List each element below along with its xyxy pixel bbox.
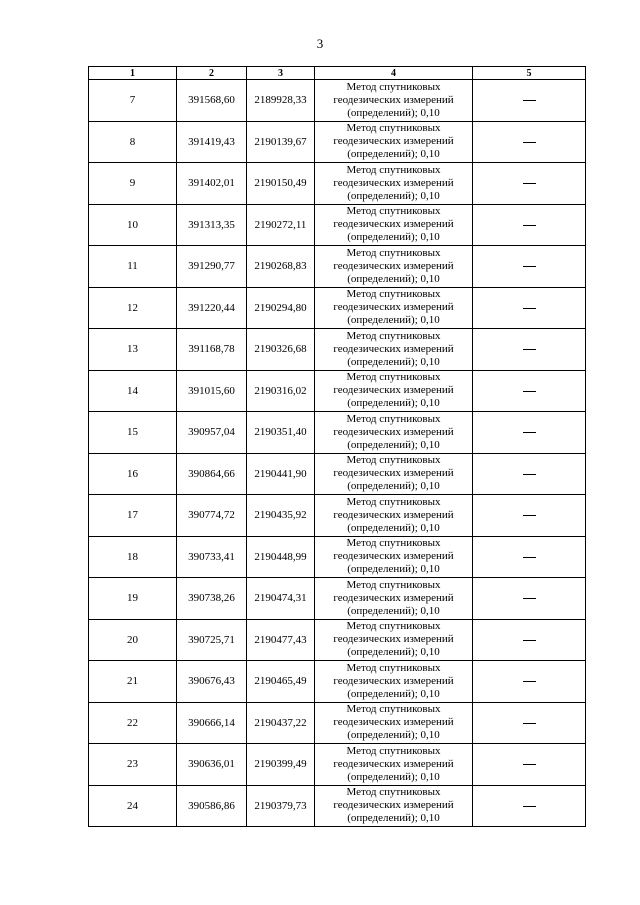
header-col-3: 3 xyxy=(247,67,315,80)
method-line: геодезических измерений xyxy=(333,425,454,438)
table-row xyxy=(89,370,586,412)
method-line: Метод спутниковых xyxy=(346,578,441,591)
method-line: геодезических измерений xyxy=(333,384,454,397)
method-cell xyxy=(315,163,473,205)
coordinate-y: 2190379,73 xyxy=(247,785,315,827)
coordinate-y: 2190150,49 xyxy=(247,163,315,205)
note-cell xyxy=(473,702,586,744)
method-line: геодезических измерений xyxy=(333,757,454,770)
note-cell xyxy=(473,329,586,371)
point-number: 10 xyxy=(89,204,177,246)
method-cell xyxy=(315,412,473,454)
table-row xyxy=(89,453,586,495)
coordinate-x: 390725,71 xyxy=(177,619,247,661)
coordinates-table xyxy=(88,66,586,827)
coordinate-y: 2189928,33 xyxy=(247,80,315,122)
note-cell xyxy=(473,495,586,537)
header-col-2: 2 xyxy=(177,67,247,80)
note-cell xyxy=(473,204,586,246)
point-number: 8 xyxy=(89,121,177,163)
coordinate-x: 390586,86 xyxy=(177,785,247,827)
point-number: 22 xyxy=(89,702,177,744)
table-row xyxy=(89,121,586,163)
coordinate-y: 2190326,68 xyxy=(247,329,315,371)
coordinate-y: 2190435,92 xyxy=(247,495,315,537)
method-cell xyxy=(315,495,473,537)
header-col-4: 4 xyxy=(315,67,473,80)
table-row xyxy=(89,412,586,454)
coordinate-x: 391168,78 xyxy=(177,329,247,371)
coordinate-x: 391313,35 xyxy=(177,204,247,246)
method-line: геодезических измерений xyxy=(333,259,454,272)
method-line: Метод спутниковых xyxy=(346,495,441,508)
point-number: 7 xyxy=(89,80,177,122)
dash-mark xyxy=(523,349,536,350)
dash-mark xyxy=(523,806,536,807)
method-line: Метод спутниковых xyxy=(346,371,441,384)
header-col-1: 1 xyxy=(89,67,177,80)
dash-mark xyxy=(523,557,536,558)
note-cell xyxy=(473,246,586,288)
method-cell xyxy=(315,80,473,122)
note-cell xyxy=(473,619,586,661)
dash-mark xyxy=(523,391,536,392)
method-line: Метод спутниковых xyxy=(346,80,441,93)
coordinate-y: 2190477,43 xyxy=(247,619,315,661)
point-number: 23 xyxy=(89,744,177,786)
point-number: 18 xyxy=(89,536,177,578)
point-number: 16 xyxy=(89,453,177,495)
method-line: Метод спутниковых xyxy=(346,454,441,467)
coordinate-x: 391220,44 xyxy=(177,287,247,329)
table-body xyxy=(89,80,586,827)
method-line: Метод спутниковых xyxy=(346,620,441,633)
coordinate-y: 2190294,80 xyxy=(247,287,315,329)
coordinate-x: 390666,14 xyxy=(177,702,247,744)
coordinate-x: 390957,04 xyxy=(177,412,247,454)
method-line: (определений); 0,10 xyxy=(347,189,440,202)
note-cell xyxy=(473,412,586,454)
coordinate-y: 2190399,49 xyxy=(247,744,315,786)
dash-mark xyxy=(523,640,536,641)
table-row xyxy=(89,204,586,246)
note-cell xyxy=(473,744,586,786)
method-cell xyxy=(315,287,473,329)
dash-mark xyxy=(523,266,536,267)
dash-mark xyxy=(523,225,536,226)
method-line: (определений); 0,10 xyxy=(347,272,440,285)
point-number: 21 xyxy=(89,661,177,703)
method-cell xyxy=(315,619,473,661)
method-line: геодезических измерений xyxy=(333,467,454,480)
note-cell xyxy=(473,785,586,827)
method-line: Метод спутниковых xyxy=(346,744,441,757)
page-number: 3 xyxy=(316,36,324,51)
coordinate-x: 390733,41 xyxy=(177,536,247,578)
point-number: 15 xyxy=(89,412,177,454)
point-number: 20 xyxy=(89,619,177,661)
table-row xyxy=(89,578,586,620)
dash-mark xyxy=(523,308,536,309)
method-line: (определений); 0,10 xyxy=(347,729,440,742)
method-line: геодезических измерений xyxy=(333,218,454,231)
coordinate-x: 391015,60 xyxy=(177,370,247,412)
method-line: Метод спутниковых xyxy=(346,288,441,301)
method-line: геодезических измерений xyxy=(333,93,454,106)
method-cell xyxy=(315,370,473,412)
note-cell xyxy=(473,163,586,205)
coordinate-y: 2190441,90 xyxy=(247,453,315,495)
table-row xyxy=(89,785,586,827)
coordinate-x: 390676,43 xyxy=(177,661,247,703)
method-line: геодезических измерений xyxy=(333,674,454,687)
point-number: 13 xyxy=(89,329,177,371)
coordinate-x: 391402,01 xyxy=(177,163,247,205)
header-col-5: 5 xyxy=(473,67,586,80)
method-line: (определений); 0,10 xyxy=(347,563,440,576)
coordinate-y: 2190272,11 xyxy=(247,204,315,246)
method-line: (определений); 0,10 xyxy=(347,231,440,244)
table-header-row xyxy=(89,67,586,80)
method-line: геодезических измерений xyxy=(333,176,454,189)
method-cell xyxy=(315,578,473,620)
note-cell xyxy=(473,287,586,329)
method-line: Метод спутниковых xyxy=(346,163,441,176)
method-line: геодезических измерений xyxy=(333,135,454,148)
method-line: Метод спутниковых xyxy=(346,537,441,550)
dash-mark xyxy=(523,515,536,516)
method-line: (определений); 0,10 xyxy=(347,521,440,534)
table-row xyxy=(89,163,586,205)
table-row xyxy=(89,246,586,288)
coordinate-x: 390738,26 xyxy=(177,578,247,620)
coordinate-y: 2190437,22 xyxy=(247,702,315,744)
point-number: 9 xyxy=(89,163,177,205)
coordinate-x: 390774,72 xyxy=(177,495,247,537)
table-row xyxy=(89,619,586,661)
method-line: (определений); 0,10 xyxy=(347,314,440,327)
table-row xyxy=(89,80,586,122)
method-line: геодезических измерений xyxy=(333,301,454,314)
point-number: 12 xyxy=(89,287,177,329)
point-number: 17 xyxy=(89,495,177,537)
table-row xyxy=(89,536,586,578)
method-line: Метод спутниковых xyxy=(346,246,441,259)
dash-mark xyxy=(523,142,536,143)
method-line: (определений); 0,10 xyxy=(347,604,440,617)
method-line: (определений); 0,10 xyxy=(347,106,440,119)
table-row xyxy=(89,702,586,744)
dash-mark xyxy=(523,764,536,765)
method-cell xyxy=(315,246,473,288)
method-line: геодезических измерений xyxy=(333,591,454,604)
method-cell xyxy=(315,744,473,786)
coordinate-y: 2190448,99 xyxy=(247,536,315,578)
method-cell xyxy=(315,661,473,703)
method-line: (определений); 0,10 xyxy=(347,148,440,161)
method-line: геодезических измерений xyxy=(333,550,454,563)
method-line: геодезических измерений xyxy=(333,799,454,812)
point-number: 11 xyxy=(89,246,177,288)
method-line: (определений); 0,10 xyxy=(347,438,440,451)
method-line: геодезических измерений xyxy=(333,508,454,521)
method-cell xyxy=(315,702,473,744)
method-line: Метод спутниковых xyxy=(346,412,441,425)
method-cell xyxy=(315,536,473,578)
dash-mark xyxy=(523,474,536,475)
method-line: Метод спутниковых xyxy=(346,122,441,135)
note-cell xyxy=(473,661,586,703)
method-line: геодезических измерений xyxy=(333,633,454,646)
table-row xyxy=(89,661,586,703)
note-cell xyxy=(473,370,586,412)
method-line: Метод спутниковых xyxy=(346,329,441,342)
note-cell xyxy=(473,121,586,163)
point-number: 19 xyxy=(89,578,177,620)
table-row xyxy=(89,744,586,786)
method-line: (определений); 0,10 xyxy=(347,646,440,659)
method-line: геодезических измерений xyxy=(333,716,454,729)
method-line: (определений); 0,10 xyxy=(347,687,440,700)
dash-mark xyxy=(523,681,536,682)
coordinate-x: 390636,01 xyxy=(177,744,247,786)
dash-mark xyxy=(523,432,536,433)
coordinate-x: 391290,77 xyxy=(177,246,247,288)
coordinate-x: 390864,66 xyxy=(177,453,247,495)
coordinate-y: 2190268,83 xyxy=(247,246,315,288)
method-line: (определений); 0,10 xyxy=(347,770,440,783)
table-row xyxy=(89,287,586,329)
coordinate-y: 2190316,02 xyxy=(247,370,315,412)
table-row xyxy=(89,329,586,371)
method-line: (определений); 0,10 xyxy=(347,397,440,410)
dash-mark xyxy=(523,723,536,724)
dash-mark xyxy=(523,598,536,599)
coordinate-y: 2190465,49 xyxy=(247,661,315,703)
method-line: Метод спутниковых xyxy=(346,661,441,674)
coordinate-x: 391419,43 xyxy=(177,121,247,163)
coordinate-y: 2190474,31 xyxy=(247,578,315,620)
dash-mark xyxy=(523,100,536,101)
method-line: (определений); 0,10 xyxy=(347,480,440,493)
method-line: Метод спутниковых xyxy=(346,205,441,218)
method-cell xyxy=(315,121,473,163)
method-cell xyxy=(315,329,473,371)
coordinate-y: 2190351,40 xyxy=(247,412,315,454)
note-cell xyxy=(473,536,586,578)
method-cell xyxy=(315,453,473,495)
method-line: Метод спутниковых xyxy=(346,786,441,799)
coordinate-y: 2190139,67 xyxy=(247,121,315,163)
point-number: 24 xyxy=(89,785,177,827)
method-cell xyxy=(315,204,473,246)
method-cell xyxy=(315,785,473,827)
point-number: 14 xyxy=(89,370,177,412)
note-cell xyxy=(473,80,586,122)
method-line: (определений); 0,10 xyxy=(347,812,440,825)
note-cell xyxy=(473,453,586,495)
note-cell xyxy=(473,578,586,620)
table-row xyxy=(89,495,586,537)
dash-mark xyxy=(523,183,536,184)
method-line: Метод спутниковых xyxy=(346,703,441,716)
coordinate-x: 391568,60 xyxy=(177,80,247,122)
method-line: (определений); 0,10 xyxy=(347,355,440,368)
method-line: геодезических измерений xyxy=(333,342,454,355)
